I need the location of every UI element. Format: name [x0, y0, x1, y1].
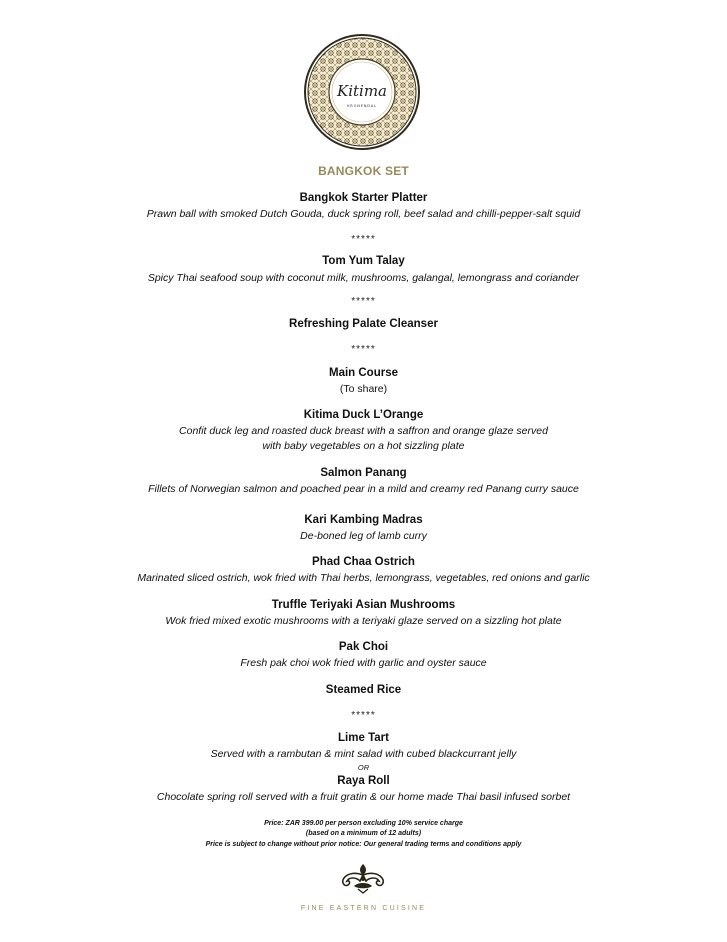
dish-description: Fresh pak choi wok fried with garlic and oyster sauce: [240, 657, 487, 669]
logo-script-text: Kitima: [337, 82, 387, 100]
dish-name: Truffle Teriyaki Asian Mushrooms: [271, 599, 456, 611]
price-minimum: (based on a minimum of 12 adults): [305, 830, 422, 837]
dish-name: Pak Choi: [338, 641, 389, 653]
main-course-note: (To share): [339, 383, 388, 395]
dessert-name-2: Raya Roll: [337, 775, 390, 787]
dessert-name-1: Lime Tart: [338, 732, 389, 744]
dish-name: Steamed Rice: [325, 684, 402, 696]
dish-description: Wok fried mixed exotic mushrooms with a teriyaki glaze served on a sizzling hot plate: [165, 615, 562, 627]
dish-description: Marinated sliced ostrich, wok fried with Thai herbs, lemongrass, vegetables, red onions and garlic: [137, 572, 590, 584]
footer-tagline: FINE EASTERN CUISINE: [300, 905, 427, 912]
separator-stars: *****: [351, 234, 376, 245]
dish-name: Phad Chaa Ostrich: [312, 556, 415, 568]
dish-description: Confit duck leg and roasted duck breast with a saffron and orange glaze served: [179, 425, 548, 437]
dish-name: Kari Kambing Madras: [304, 514, 423, 526]
separator-stars: *****: [351, 344, 376, 355]
separator-stars: *****: [351, 296, 376, 307]
dish-description: Fillets of Norwegian salmon and poached pear in a mild and creamy red Panang curry sauce: [148, 483, 579, 495]
course-name-soup: Tom Yum Talay: [322, 255, 405, 267]
main-course-heading: Main Course: [328, 367, 398, 379]
separator-stars: *****: [351, 710, 376, 721]
course-name-cleanser: Refreshing Palate Cleanser: [289, 318, 438, 330]
dish-description: with baby vegetables on a hot sizzling plate: [262, 440, 465, 452]
dish-description: De-boned leg of lamb curry: [300, 530, 427, 542]
course-description-soup: Spicy Thai seafood soup with coconut milk, mushrooms, galangal, lemongrass and coriander: [147, 272, 580, 284]
dessert-description-1: Served with a rambutan & mint salad with cubed blackcurrant jelly: [210, 748, 517, 760]
dish-name: Kitima Duck L’Orange: [303, 409, 424, 421]
course-description-starter: Prawn ball with smoked Dutch Gouda, duck spring roll, beef salad and chilli-pepper-salt squid: [146, 208, 581, 220]
dish-name: Salmon Panang: [320, 467, 407, 479]
price-line: Price: ZAR 399.00 per person excluding 10% service charge: [264, 820, 463, 827]
dessert-description-2: Chocolate spring roll served with a fruit gratin & our home made Thai basil infused sorbet: [156, 791, 571, 803]
logo-subtitle: KRONENDAL: [347, 104, 377, 108]
dessert-or: OR: [357, 763, 370, 772]
course-name-starter: Bangkok Starter Platter: [299, 192, 428, 204]
set-title: BANGKOK SET: [318, 164, 409, 178]
price-terms: Price is subject to change without prior notice: Our general trading terms and conditions apply: [205, 841, 522, 848]
kitima-logo: [303, 33, 421, 151]
footer-ornament-icon: [336, 862, 390, 894]
